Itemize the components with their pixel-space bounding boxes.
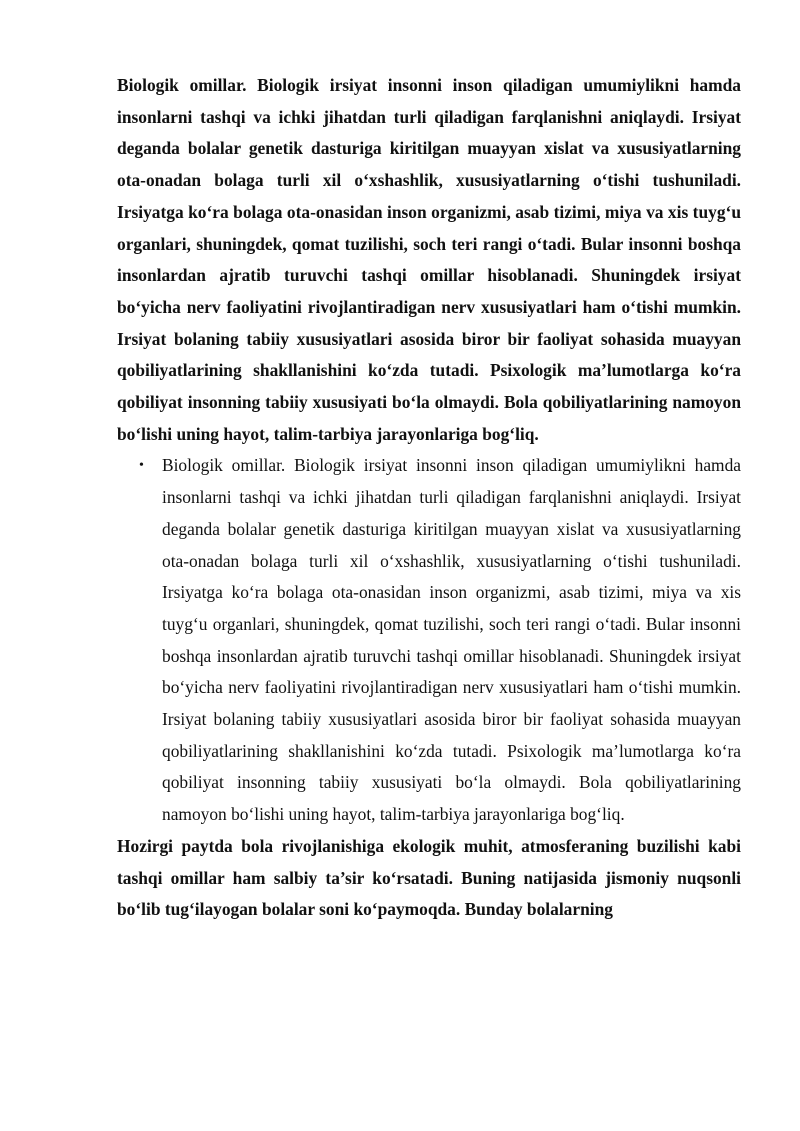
paragraph-ecological-environment-bold: Hozirgi paytda bola rivojlanishiga ekologik muhit, atmosferaning buzilishi kabi tashqi omillar ham salbiy ta’sir ko‘rsatadi. Buning natijasida jismoniy nuqsonli bo‘lib tug‘ilayogan bolalar soni ko‘paymoqda. Bunday bolalarning (117, 835, 741, 920)
paragraph-biological-factors-bold: Biologik omillar. Biologik irsiyat insonni inson qiladigan umumiylikni hamda insonlarni tashqi va ichki jihatdan turli qiladigan farqlanishni aniqlaydi. Irsiyat deganda bolalar genetik dasturiga kiritilgan muayyan xislat va xususiyatlarning ota-onadan bolaga turli xil o‘xshashlik, xususiyatlarning o‘tishi tushuniladi. Irsiyatga ko‘ra bolaga ota-onasidan inson organizmi, asab tizimi, miya va xis tuyg‘u organlari, shuningdek, qomat tuzilishi, soch teri rangi o‘tadi. Bular insonni boshqa insonlardan ajratib turuvchi tashqi omillar hisoblanadi. Shuningdek irsiyat bo‘yicha nerv faoliyatini rivojlantiradigan nerv xususiyatlari ham o‘tishi mumkin. Irsiyat bolaning tabiiy xususiyatlari asosida biror bir faoliyat sohasida muayyan qobiliyatlarining shakllanishini ko‘zda tutadi. Psixologik ma’lumotlarga ko‘ra qobiliyat insonning tabiiy xususiyati bo‘la olmaydi. Bola qobiliyatlarining namoyon bo‘lishi uning hayot, talim-tarbiya jarayonlariga bog‘liq. (117, 75, 741, 444)
bullet-dot-icon: • (139, 458, 144, 474)
bullet-item-biological-factors (117, 450, 741, 830)
bullet-list (117, 450, 741, 830)
document-page (117, 70, 741, 926)
bullet-item-text: Biologik omillar. Biologik irsiyat insonni inson qiladigan umumiylikni hamda insonlarni tashqi va ichki jihatdan turli qiladigan farqlanishni aniqlaydi. Irsiyat deganda bolalar genetik dasturiga kiritilgan muayyan xislat va xususiyatlarning ota-onadan bolaga turli xil o‘xshashlik, xususiyatlarning o‘tishi tushuniladi. Irsiyatga ko‘ra bolaga ota-onasidan inson organizmi, asab tizimi, miya va xis tuyg‘u organlari, shuningdek, qomat tuzilishi, soch teri rangi o‘tadi. Bular insonni boshqa insonlardan ajratib turuvchi tashqi omillar hisoblanadi. Shuningdek irsiyat bo‘yicha nerv faoliyatini rivojlantiradigan nerv xususiyatlari ham o‘tishi mumkin. Irsiyat bolaning tabiiy xususiyatlari asosida biror bir faoliyat sohasida muayyan qobiliyatlarining shakllanishini ko‘zda tutadi. Psixologik ma’lumotlarga ko‘ra qobiliyat insonning tabiiy xususiyati bo‘la olmaydi. Bola qobiliyatlarining namoyon bo‘lishi uning hayot, talim-tarbiya jarayonlariga bog‘liq. (162, 455, 741, 825)
